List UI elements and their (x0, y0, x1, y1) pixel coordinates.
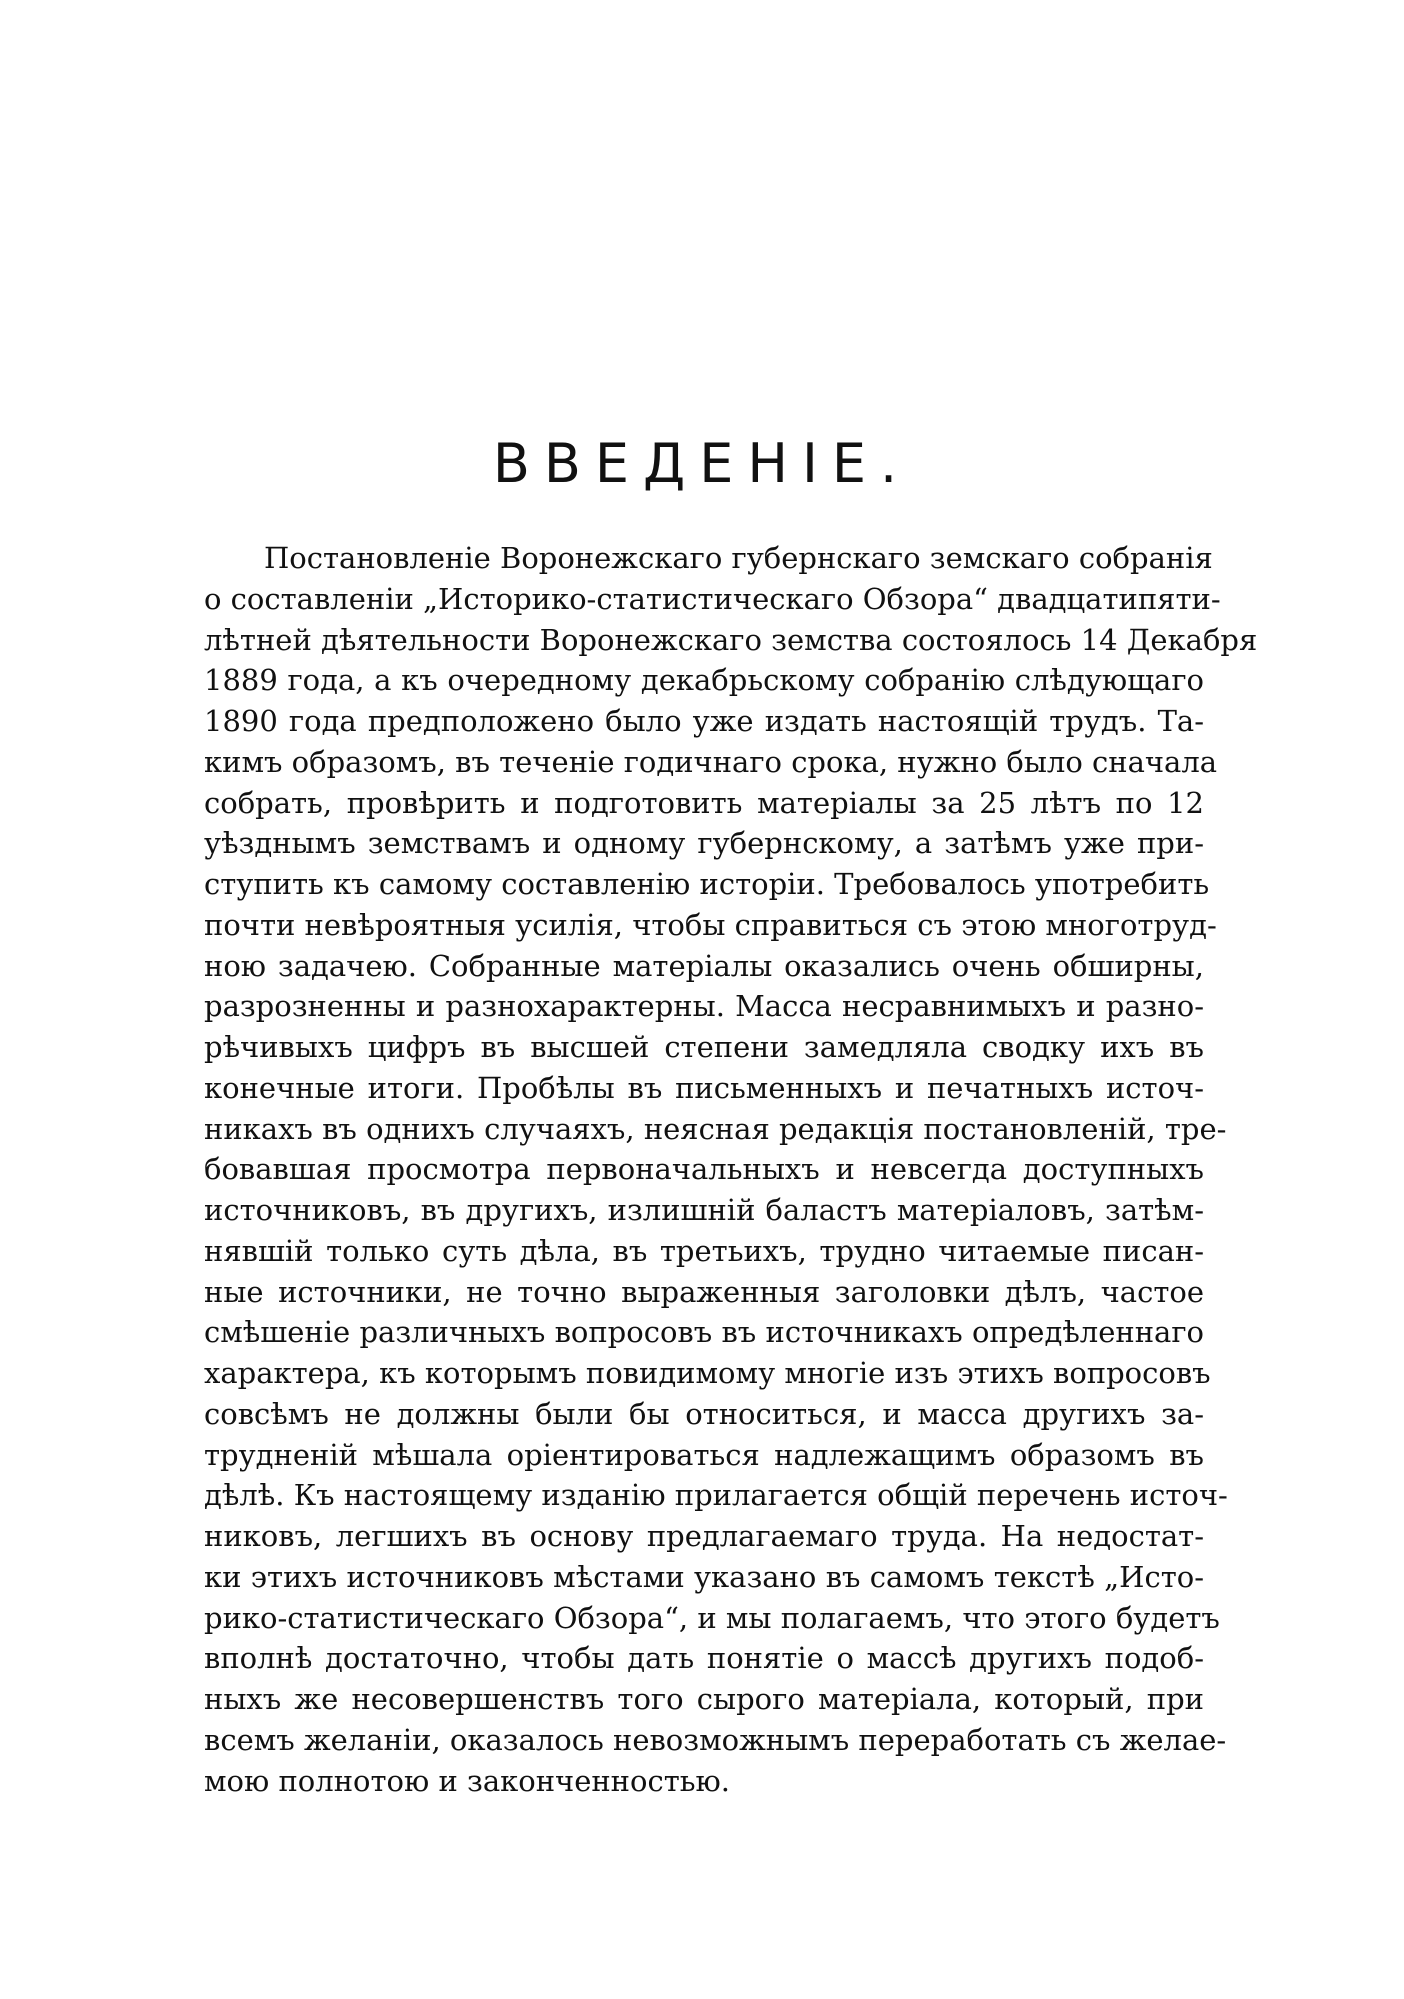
text-line: характера, къ которымъ повидимому многіе изъ этихъ вопросовъ (204, 1356, 1211, 1390)
text-line: смѣшеніе различныхъ вопросовъ въ источникахъ опредѣленнаго (204, 1315, 1204, 1350)
chapter-title: ВВЕДЕНIЕ. (492, 432, 912, 495)
text-line: о составленіи „Историко-статистическаго Обзора“ двадцатипяти- (204, 581, 1221, 616)
text-line: разрозненны и разнохарактерны. Масса несравнимыхъ и разно- (204, 989, 1204, 1024)
text-line: никовъ, легшихъ въ основу предлагаемаго труда. На недостат- (204, 1519, 1204, 1553)
text-line: трудненій мѣшала оріентироваться надлежащимъ образомъ въ (204, 1437, 1204, 1472)
text-line: собрать, провѣрить и подготовить матеріалы за 25 лѣтъ по 12 (204, 785, 1204, 820)
introduction-paragraph (204, 538, 1258, 1801)
text-line: кимъ образомъ, въ теченіе годичнаго срока, нужно было сначала (204, 744, 1218, 779)
text-line: конечные итоги. Пробѣлы въ письменныхъ и печатныхъ источ- (204, 1070, 1204, 1105)
text-line: 1890 года предположено было уже издать настоящій трудъ. Та- (204, 704, 1204, 738)
text-line: источниковъ, въ другихъ, излишній баластъ матеріаловъ, затѣм- (204, 1193, 1204, 1227)
text-line: Постановленіе Воронежскаго губернскаго земскаго собранія (264, 541, 1213, 575)
text-line: рѣчивыхъ цифръ въ высшей степени замедляла сводку ихъ въ (204, 1030, 1204, 1064)
text-line: ступить къ самому составленію исторіи. Требовалось употребить (204, 867, 1210, 901)
text-line: почти невѣроятныя усилія, чтобы справиться съ этою многотруд- (204, 907, 1217, 942)
text-line: вполнѣ достаточно, чтобы дать понятіе о массѣ другихъ подоб- (204, 1641, 1204, 1676)
text-line: лѣтней дѣятельности Воронежскаго земства состоялось 14 Декабря (204, 622, 1258, 657)
text-line: рико-статистическаго Обзора“, и мы полагаемъ, что этого будетъ (204, 1600, 1220, 1635)
text-line: ки этихъ источниковъ мѣстами указано въ самомъ текстѣ „Исто- (204, 1559, 1204, 1594)
text-line: уѣзднымъ земствамъ и одному губернскому, а затѣмъ уже при- (204, 826, 1204, 861)
text-line: 1889 года, а къ очередному декабрьскому собранію слѣдующаго (204, 663, 1204, 698)
text-line: мою полнотою и законченностью. (204, 1763, 731, 1798)
text-line: всемъ желаніи, оказалось невозможнымъ переработать съ желае- (204, 1722, 1227, 1757)
text-line: никахъ въ однихъ случаяхъ, неясная редакція постановленій, тре- (204, 1111, 1227, 1146)
text-line: ныхъ же несовершенствъ того сырого матеріала, который, при (204, 1682, 1204, 1716)
text-line: совсѣмъ не должны были бы относиться, и масса другихъ за- (204, 1396, 1204, 1431)
text-line: ною задачею. Собранные матеріалы оказались очень обширны, (204, 948, 1204, 983)
text-line: дѣлѣ. Къ настоящему изданію прилагается общій перечень источ- (204, 1478, 1228, 1513)
text-line: бовавшая просмотра первоначальныхъ и невсегда доступныхъ (204, 1152, 1204, 1187)
text-line: нявшій только суть дѣла, въ третьихъ, трудно читаемые писан- (204, 1233, 1204, 1268)
text-line: ные источники, не точно выраженныя заголовки дѣлъ, частое (204, 1274, 1204, 1309)
